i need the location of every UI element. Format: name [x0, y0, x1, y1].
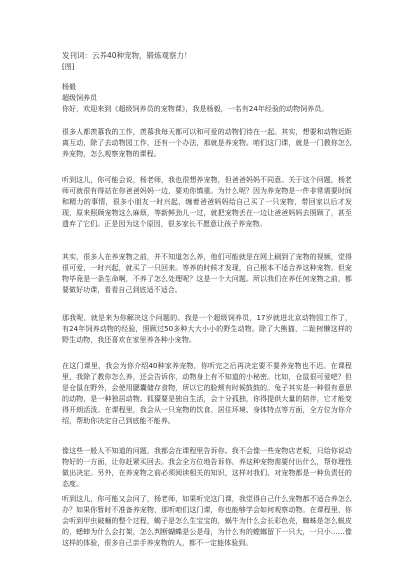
- author-name: 杨毅: [62, 83, 76, 91]
- paragraph-about-teacher: 那我呢，就是来为你解决这个问题的。我是一个超级饲养员，17岁就进北京动物园工作了，有24年饲养动物的经验，照顾过50多种大大小小的野生动物。除了大熊猫、二趾树懒这样的野生动物，我还喜欢在家里养各种小宠物。: [62, 314, 352, 344]
- paragraph-intro: 你好，欢迎来到《超级饲养员的宠物课》，我是杨毅，一名有24年经验的动物饲养员。: [62, 105, 329, 113]
- author-role: 超级饲养员: [62, 94, 97, 102]
- paragraph-observation: 听到这儿，你可能又会问了，杨老师，如果听完这门课，我觉得自己什么宠物都不适合养怎么办？如果你暂时不准备养宠物，那听咱们这门课，你也能够学会如何观察动物。在课程里，你会听到甲虫破蛹的整个过程，蝎子是怎么生宝宝的，蜗牛为什么会长彩色壳，蜘蛛是怎么蜕皮的，蟋蟀为什么会打架，怎么判断蝴蝶是公是母，为什么有的螳螂留下一只大，一只小……像这样的体验，很多自己亲手养宠物的人，都不一定能体验到。: [62, 495, 352, 547]
- paragraph-preparation: 其实，很多人在养宠物之前，并不知道怎么养，他们可能就是在网上刷到了宠物的视频，觉得很可爱，一时兴起，就买了一只回来。等养的时候才发现，自己根本不适合养这种宠物。但宠物毕竟是一条生命啊，不养了怎么处理呢？这是一个大问题。所以我们在养任何宠物之前，都要做好功课，看看自己到底适不适合。: [62, 253, 352, 294]
- image-placeholder-mark: [图]: [62, 63, 75, 71]
- document-heading: 发刊词：云养40种宠物，锻炼观察力！: [62, 51, 192, 60]
- paragraph-responsibility: 像这些一般人不知道的问题，我都会在课程里告诉你。我不会像一些宠物店老板，只给你说动物好的一方面，让你赶紧买回去。我会全方位地告诉你，养这种宠物需要付出什么，帮你理性做出决定。另外，在养宠物之前必须阅读相关的知识，这样对我们、对宠物都是一种负责任的态度。: [62, 447, 352, 488]
- paragraph-course-content: 在这门课里，我会为你介绍40种家养宠物，你听完之后再决定要不要养宠物也不迟。在课程里，我除了教你怎么养，还会告诉你，动物身上有不知道的小秘密。比如，仓鼠很可爱吧？但是仓鼠在野外，会使用腮囊储存食物，所以它的脸颊有时候鼓鼓的。兔子其实是一种很有意思的动物，是一种独居动物。狐獴要是独自生活，会十分孤独，你得提供大量的陪伴，它才能变得开朗活泼。在课程里，我会从一只宠物的饮食、居住环境、身体特点等方面，全方位为你介绍，帮助你决定自己到底能不能养。: [62, 362, 352, 425]
- paragraph-why-pets: 很多人都羡慕我的工作，羡慕我每天都可以和可爱的动物们待在一起。其实，想要和动物近距离互动，除了去动物园工作，还有一个办法，那就是养宠物。咱们这门课，就是一门教你怎么养宠物，怎么观察宠物的课程。: [62, 128, 352, 158]
- paragraph-parents: 听到这儿，你可能会说，杨老师，我也很想养宠物，但爸爸妈妈不同意。关于这个问题，杨老师可就很有得站在你爸爸妈妈一边，要劝你慎重。为什么呢？因为养宠物是一件非常需要时间和精力的事情，很多小朋友一时兴起，缠着爸爸妈妈给自己买了一只宠物，带回家以后才发现，原来照顾宠物这么麻烦，等新鲜劲儿一过，就把宠物丢在一边让爸爸妈妈去照顾了，甚至遗弃了它们。正是因为这个原因，很多家长不愿意让孩子养宠物。: [62, 176, 352, 228]
